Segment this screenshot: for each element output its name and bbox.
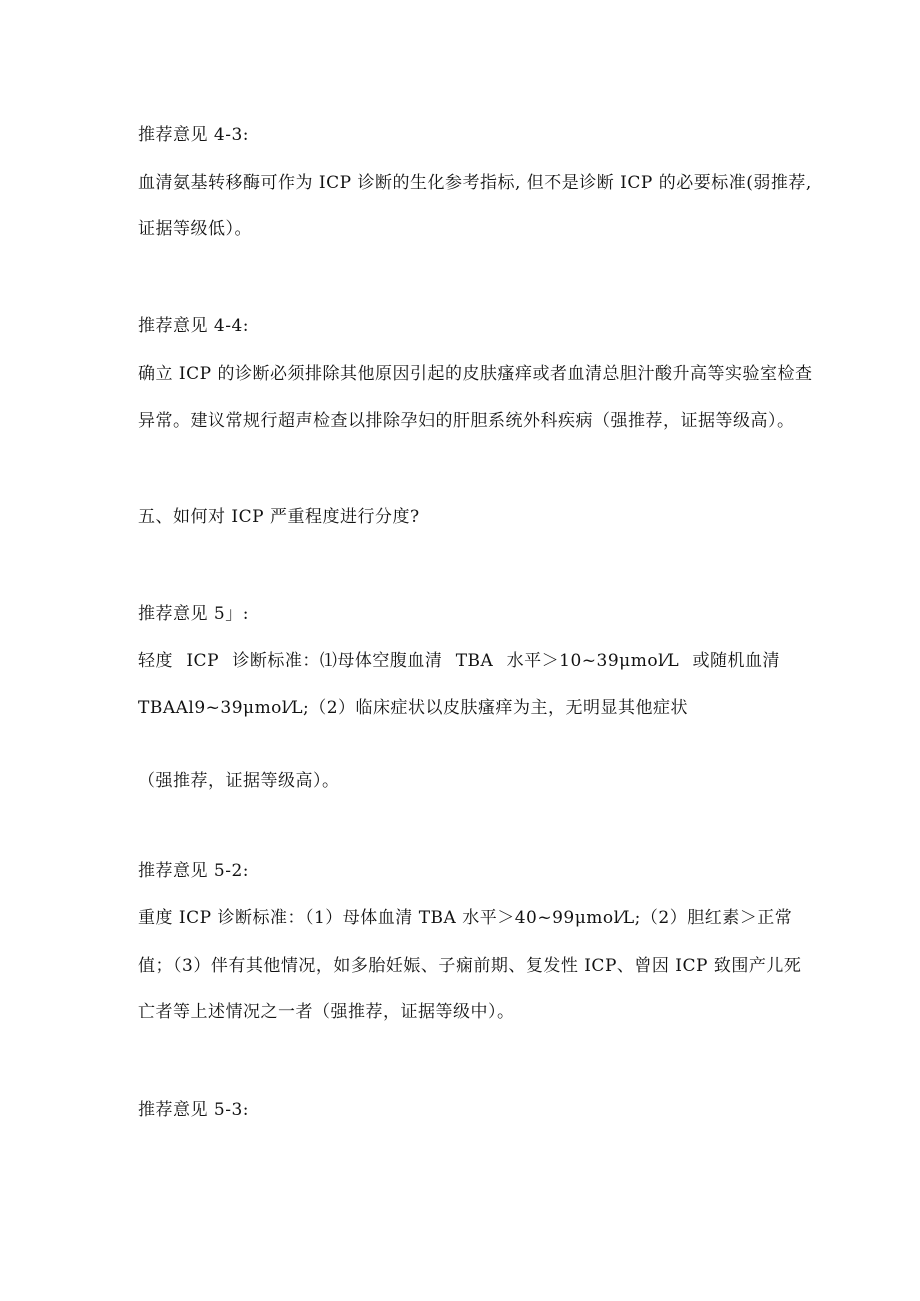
recommendation-5-2-heading: 推荐意见 5-2:: [138, 861, 250, 881]
recommendation-5-1-text-line-3: （强推荐，证据等级高）。: [138, 771, 340, 791]
recommendation-5-2-text-line-3: 亡者等上述情况之一者（强推荐，证据等级中）。: [138, 1002, 515, 1022]
recommendation-4-4-text-line-2: 异常。建议常规行超声检查以排除孕妇的肝胆系统外科疾病（强推荐，证据等级高）。: [138, 411, 795, 431]
recommendation-4-3-text-line-2: 证据等级低）。: [138, 219, 252, 239]
recommendation-4-3-text-line-1: 血清氨基转移酶可作为 ICP 诊断的生化参考指标, 但不是诊断 ICP 的必要标准(弱推荐,: [138, 173, 812, 193]
recommendation-5-1-heading: 推荐意见 5」:: [138, 604, 249, 624]
text-fragment: TBA: [455, 651, 494, 671]
recommendation-5-3-heading: 推荐意见 5-3:: [138, 1100, 250, 1120]
text-fragment: 或随机血清: [692, 651, 780, 671]
section-5-title: 五、如何对 ICP 严重程度进行分度?: [138, 507, 420, 527]
recommendation-5-1-text-line-2: TBAAl9~39μmol⁄L;（2）临床症状以皮肤瘙痒为主，无明显其他症状: [138, 698, 689, 718]
recommendation-5-2-text-line-2: 值；（3）伴有其他情况，如多胎妊娠、子痫前期、复发性 ICP、曾因 ICP 致围产儿死: [138, 956, 802, 976]
recommendation-5-2-text-line-1: 重度 ICP 诊断标准：（1）母体血清 TBA 水平＞40~99μmol⁄L;（2）胆红素＞正常: [138, 908, 793, 928]
recommendation-4-4-heading: 推荐意见 4-4:: [138, 316, 250, 336]
recommendation-4-4-text-line-1: 确立 ICP 的诊断必须排除其他原因引起的皮肤瘙痒或者血清总胆汁酸升高等实验室检查: [138, 364, 813, 384]
recommendation-4-3-heading: 推荐意见 4-3:: [138, 125, 250, 145]
text-fragment: 轻度: [138, 651, 173, 671]
text-fragment: 诊断标准：⑴母体空腹血清: [232, 651, 443, 671]
text-fragment: 水平＞10~39μmol⁄L: [506, 651, 680, 671]
recommendation-5-1-text-line-1: [138, 650, 780, 672]
text-fragment: ICP: [186, 651, 220, 671]
